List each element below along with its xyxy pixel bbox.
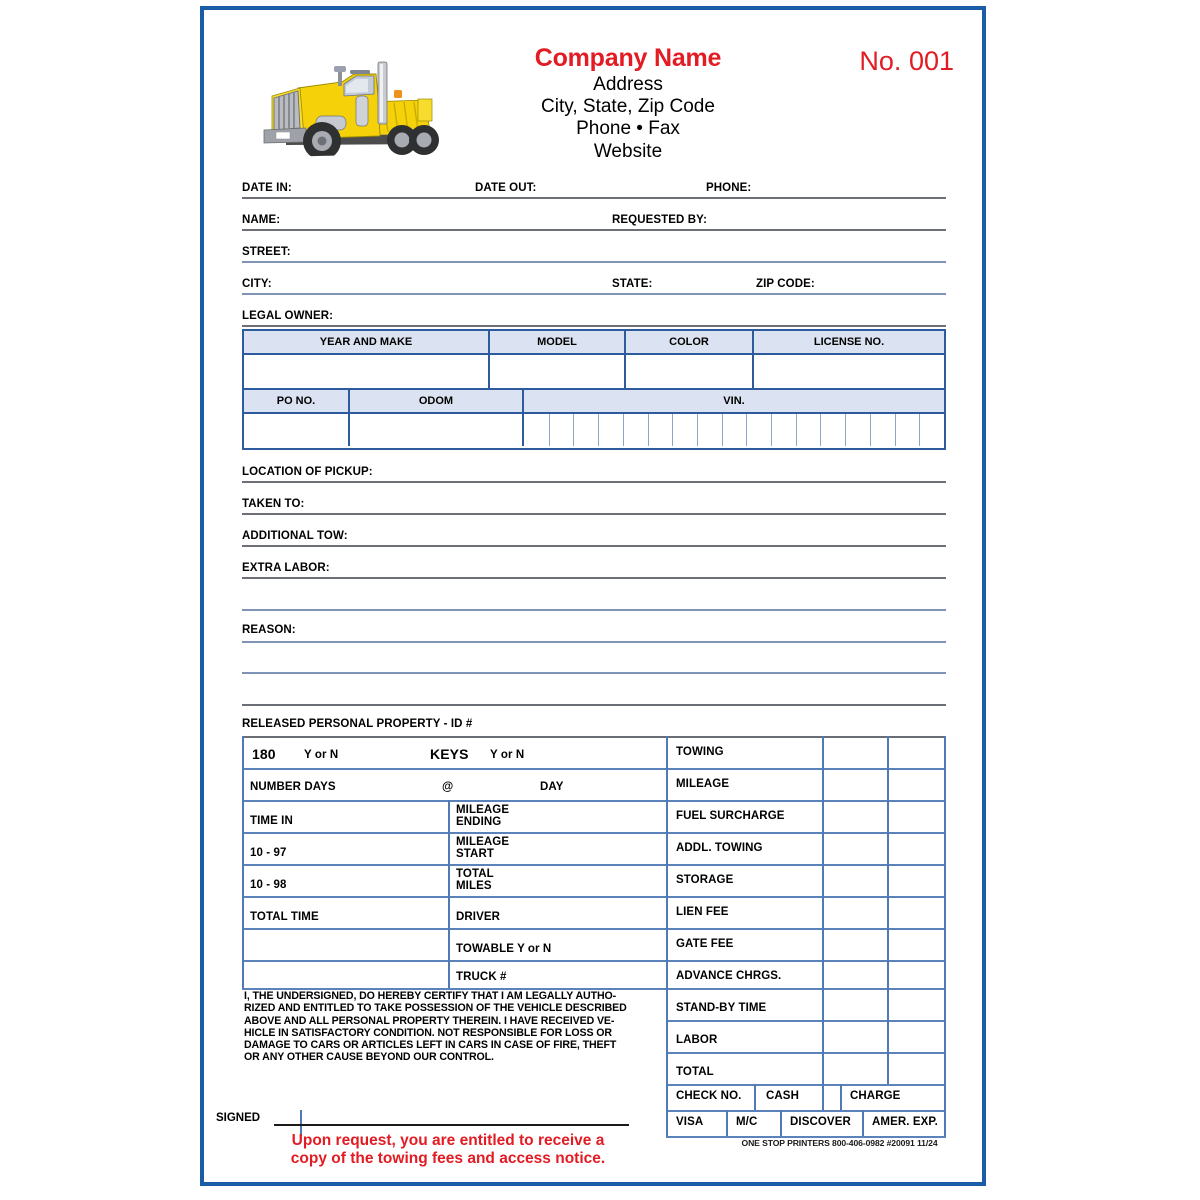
field-keys-yes-no[interactable]: Y or N — [490, 749, 525, 761]
vin-cell-separator — [771, 414, 772, 446]
label-phone: PHONE: — [706, 182, 752, 194]
vin-cell-separator — [722, 414, 723, 446]
card-mastercard[interactable]: M/C — [736, 1116, 758, 1128]
vin-cell-separator — [895, 414, 896, 446]
vin-cell-separator — [573, 414, 574, 446]
company-name: Company Name — [534, 44, 722, 72]
vin-cell-separator — [870, 414, 871, 446]
vin-cell-separator — [549, 414, 550, 446]
vehicle-header-model: MODEL — [490, 331, 626, 353]
label-name: NAME: — [242, 214, 281, 226]
charge-label-storage: STORAGE — [676, 874, 734, 886]
vin-cell-separator — [845, 414, 846, 446]
printer-credit: ONE STOP PRINTERS 800-406-0982 #20091 11/24 — [741, 1138, 938, 1148]
vehicle-table — [242, 329, 946, 395]
input-line-reason-3[interactable] — [242, 704, 946, 706]
vin-cell-separator — [746, 414, 747, 446]
charge-label-mileage: MILEAGE — [676, 778, 730, 790]
charge-label-gate-fee: GATE FEE — [676, 938, 734, 950]
input-line-street[interactable] — [242, 261, 946, 263]
field-keys-label: KEYS — [430, 746, 469, 762]
field-mileage-ending: MILEAGE ENDING — [456, 804, 510, 829]
field-truck-number: TRUCK # — [456, 971, 507, 983]
input-line-extra-labor-2[interactable] — [242, 609, 946, 611]
label-date-out: DATE OUT: — [475, 182, 537, 194]
field-code-10-98: 10 - 98 — [250, 879, 287, 891]
vin-input-boxes[interactable] — [524, 414, 944, 446]
vin-input-odom[interactable] — [350, 414, 524, 446]
vin-divider-2 — [522, 390, 524, 446]
vehicle-divider-2 — [624, 353, 626, 393]
vehicle-header-year-make: YEAR AND MAKE — [244, 331, 490, 353]
input-line-taken-to[interactable] — [242, 513, 946, 515]
input-line-location-of-pickup[interactable] — [242, 481, 946, 483]
card-visa[interactable]: VISA — [676, 1116, 704, 1128]
field-180-code: 180 — [252, 746, 276, 762]
charge-label-labor: LABOR — [676, 1034, 718, 1046]
label-requested-by: REQUESTED BY: — [612, 214, 708, 226]
label-reason: REASON: — [242, 624, 296, 636]
field-cash[interactable]: CASH — [766, 1090, 799, 1102]
vehicle-header-license-no: LICENSE NO. — [754, 331, 944, 353]
vin-cell-separator — [623, 414, 624, 446]
vin-cell-separator — [598, 414, 599, 446]
vehicle-header-color: COLOR — [626, 331, 754, 353]
card-amex[interactable]: AMER. EXP. — [872, 1116, 938, 1128]
input-line-legal-owner[interactable] — [242, 325, 946, 327]
vin-header-vin: VIN. — [524, 390, 944, 412]
field-180-yes-no[interactable]: Y or N — [304, 749, 339, 761]
vin-cell-separator — [648, 414, 649, 446]
company-city-state-zip: City, State, Zip Code — [541, 95, 715, 117]
towing-fees-notice — [238, 1132, 658, 1169]
charge-label-towing: TOWING — [676, 746, 724, 758]
company-info-block — [463, 44, 793, 163]
label-location-of-pickup: LOCATION OF PICKUP: — [242, 466, 373, 478]
vin-header-odom: ODOM — [350, 390, 524, 412]
vin-cell-separator — [672, 414, 673, 446]
label-date-in: DATE IN: — [242, 182, 292, 194]
charge-label-addl-towing: ADDL. TOWING — [676, 842, 763, 854]
label-street: STREET: — [242, 246, 291, 258]
input-line-city-row[interactable] — [242, 293, 946, 295]
vin-cell-separator — [919, 414, 920, 446]
legal-certification-text: I, THE UNDERSIGNED, DO HEREBY CERTIFY THAT I AM LEGALLY AUTHO- RIZED AND ENTITLED TO TAKE POSSESSION OF THE VEHICLE DESCRIBED ABOVE AND ALL PERSONAL PROPERTY THEREIN. I HAVE RECEIVED VE- HICLE IN SATISFACTORY CONDITION. NOT RESPONSIBLE FOR LOSS OR DAMAGE TO CARS OR ARTICLES LEFT IN CARS IN CASE OF FIRE, THEFT OR ANY OTHER CAUSE BEYOND OUR CONTROL. — [244, 990, 627, 1064]
label-legal-owner: LEGAL OWNER: — [242, 310, 334, 322]
input-line-reason-1[interactable] — [242, 641, 946, 643]
field-towable[interactable]: TOWABLE Y or N — [456, 943, 552, 955]
label-city: CITY: — [242, 278, 272, 290]
input-line-name-row[interactable] — [242, 229, 946, 231]
charges-label-column — [242, 736, 946, 1136]
company-address: Address — [593, 73, 663, 95]
company-website: Website — [593, 140, 663, 162]
field-check-no: CHECK NO. — [676, 1090, 742, 1102]
vehicle-divider-3 — [752, 353, 754, 393]
field-number-days-day: DAY — [540, 781, 564, 793]
label-signed: SIGNED — [216, 1112, 261, 1124]
field-mileage-start: MILEAGE START — [456, 836, 510, 861]
service-and-charges-grid — [242, 736, 946, 1136]
notice-line-2: copy of the towing fees and access notice. — [290, 1150, 606, 1168]
card-discover[interactable]: DISCOVER — [790, 1116, 851, 1128]
field-number-days-at: @ — [442, 781, 454, 793]
charge-label-stand-by-time: STAND-BY TIME — [676, 1002, 767, 1014]
field-number-days-label: NUMBER DAYS — [250, 781, 336, 793]
form-content-area — [208, 14, 978, 1178]
notice-line-1: Upon request, you are entitled to receive a — [291, 1132, 605, 1149]
vin-header-po-no: PO NO. — [244, 390, 350, 412]
field-code-10-97: 10 - 97 — [250, 847, 287, 859]
field-time-in: TIME IN — [250, 815, 293, 827]
charge-label-lien-fee: LIEN FEE — [676, 906, 729, 918]
input-line-extra-labor[interactable] — [242, 577, 946, 579]
vin-cell-separator — [820, 414, 821, 446]
input-line-reason-2[interactable] — [242, 672, 946, 674]
label-extra-labor: EXTRA LABOR: — [242, 562, 330, 574]
label-additional-tow: ADDITIONAL TOW: — [242, 530, 348, 542]
vehicle-divider-1 — [488, 353, 490, 393]
form-header — [208, 14, 978, 176]
field-charge[interactable]: CHARGE — [850, 1090, 901, 1102]
vin-cell-separator — [697, 414, 698, 446]
vin-input-po-no[interactable] — [244, 414, 350, 446]
vin-cell-strip — [524, 414, 944, 446]
label-taken-to: TAKEN TO: — [242, 498, 305, 510]
signature-line[interactable] — [274, 1124, 629, 1126]
label-released-personal-property: RELEASED PERSONAL PROPERTY - ID # — [242, 718, 473, 730]
input-line-date-row[interactable] — [242, 197, 946, 199]
charge-label-fuel-surcharge: FUEL SURCHARGE — [676, 810, 785, 822]
charge-label-advance-chrgs: ADVANCE CHRGS. — [676, 970, 782, 982]
tow-truck-icon — [250, 44, 455, 166]
label-state: STATE: — [612, 278, 653, 290]
field-total-time: TOTAL TIME — [250, 911, 319, 923]
invoice-number: No. 001 — [859, 46, 954, 76]
field-driver: DRIVER — [456, 911, 501, 923]
vin-divider-1 — [348, 390, 350, 446]
label-zip-code: ZIP CODE: — [756, 278, 815, 290]
company-phone-fax: Phone • Fax — [576, 118, 680, 140]
vin-table — [242, 388, 946, 450]
vin-cell-separator — [796, 414, 797, 446]
input-line-additional-tow[interactable] — [242, 545, 946, 547]
field-total-miles: TOTAL MILES — [456, 868, 494, 893]
charge-label-total: TOTAL — [676, 1066, 714, 1078]
